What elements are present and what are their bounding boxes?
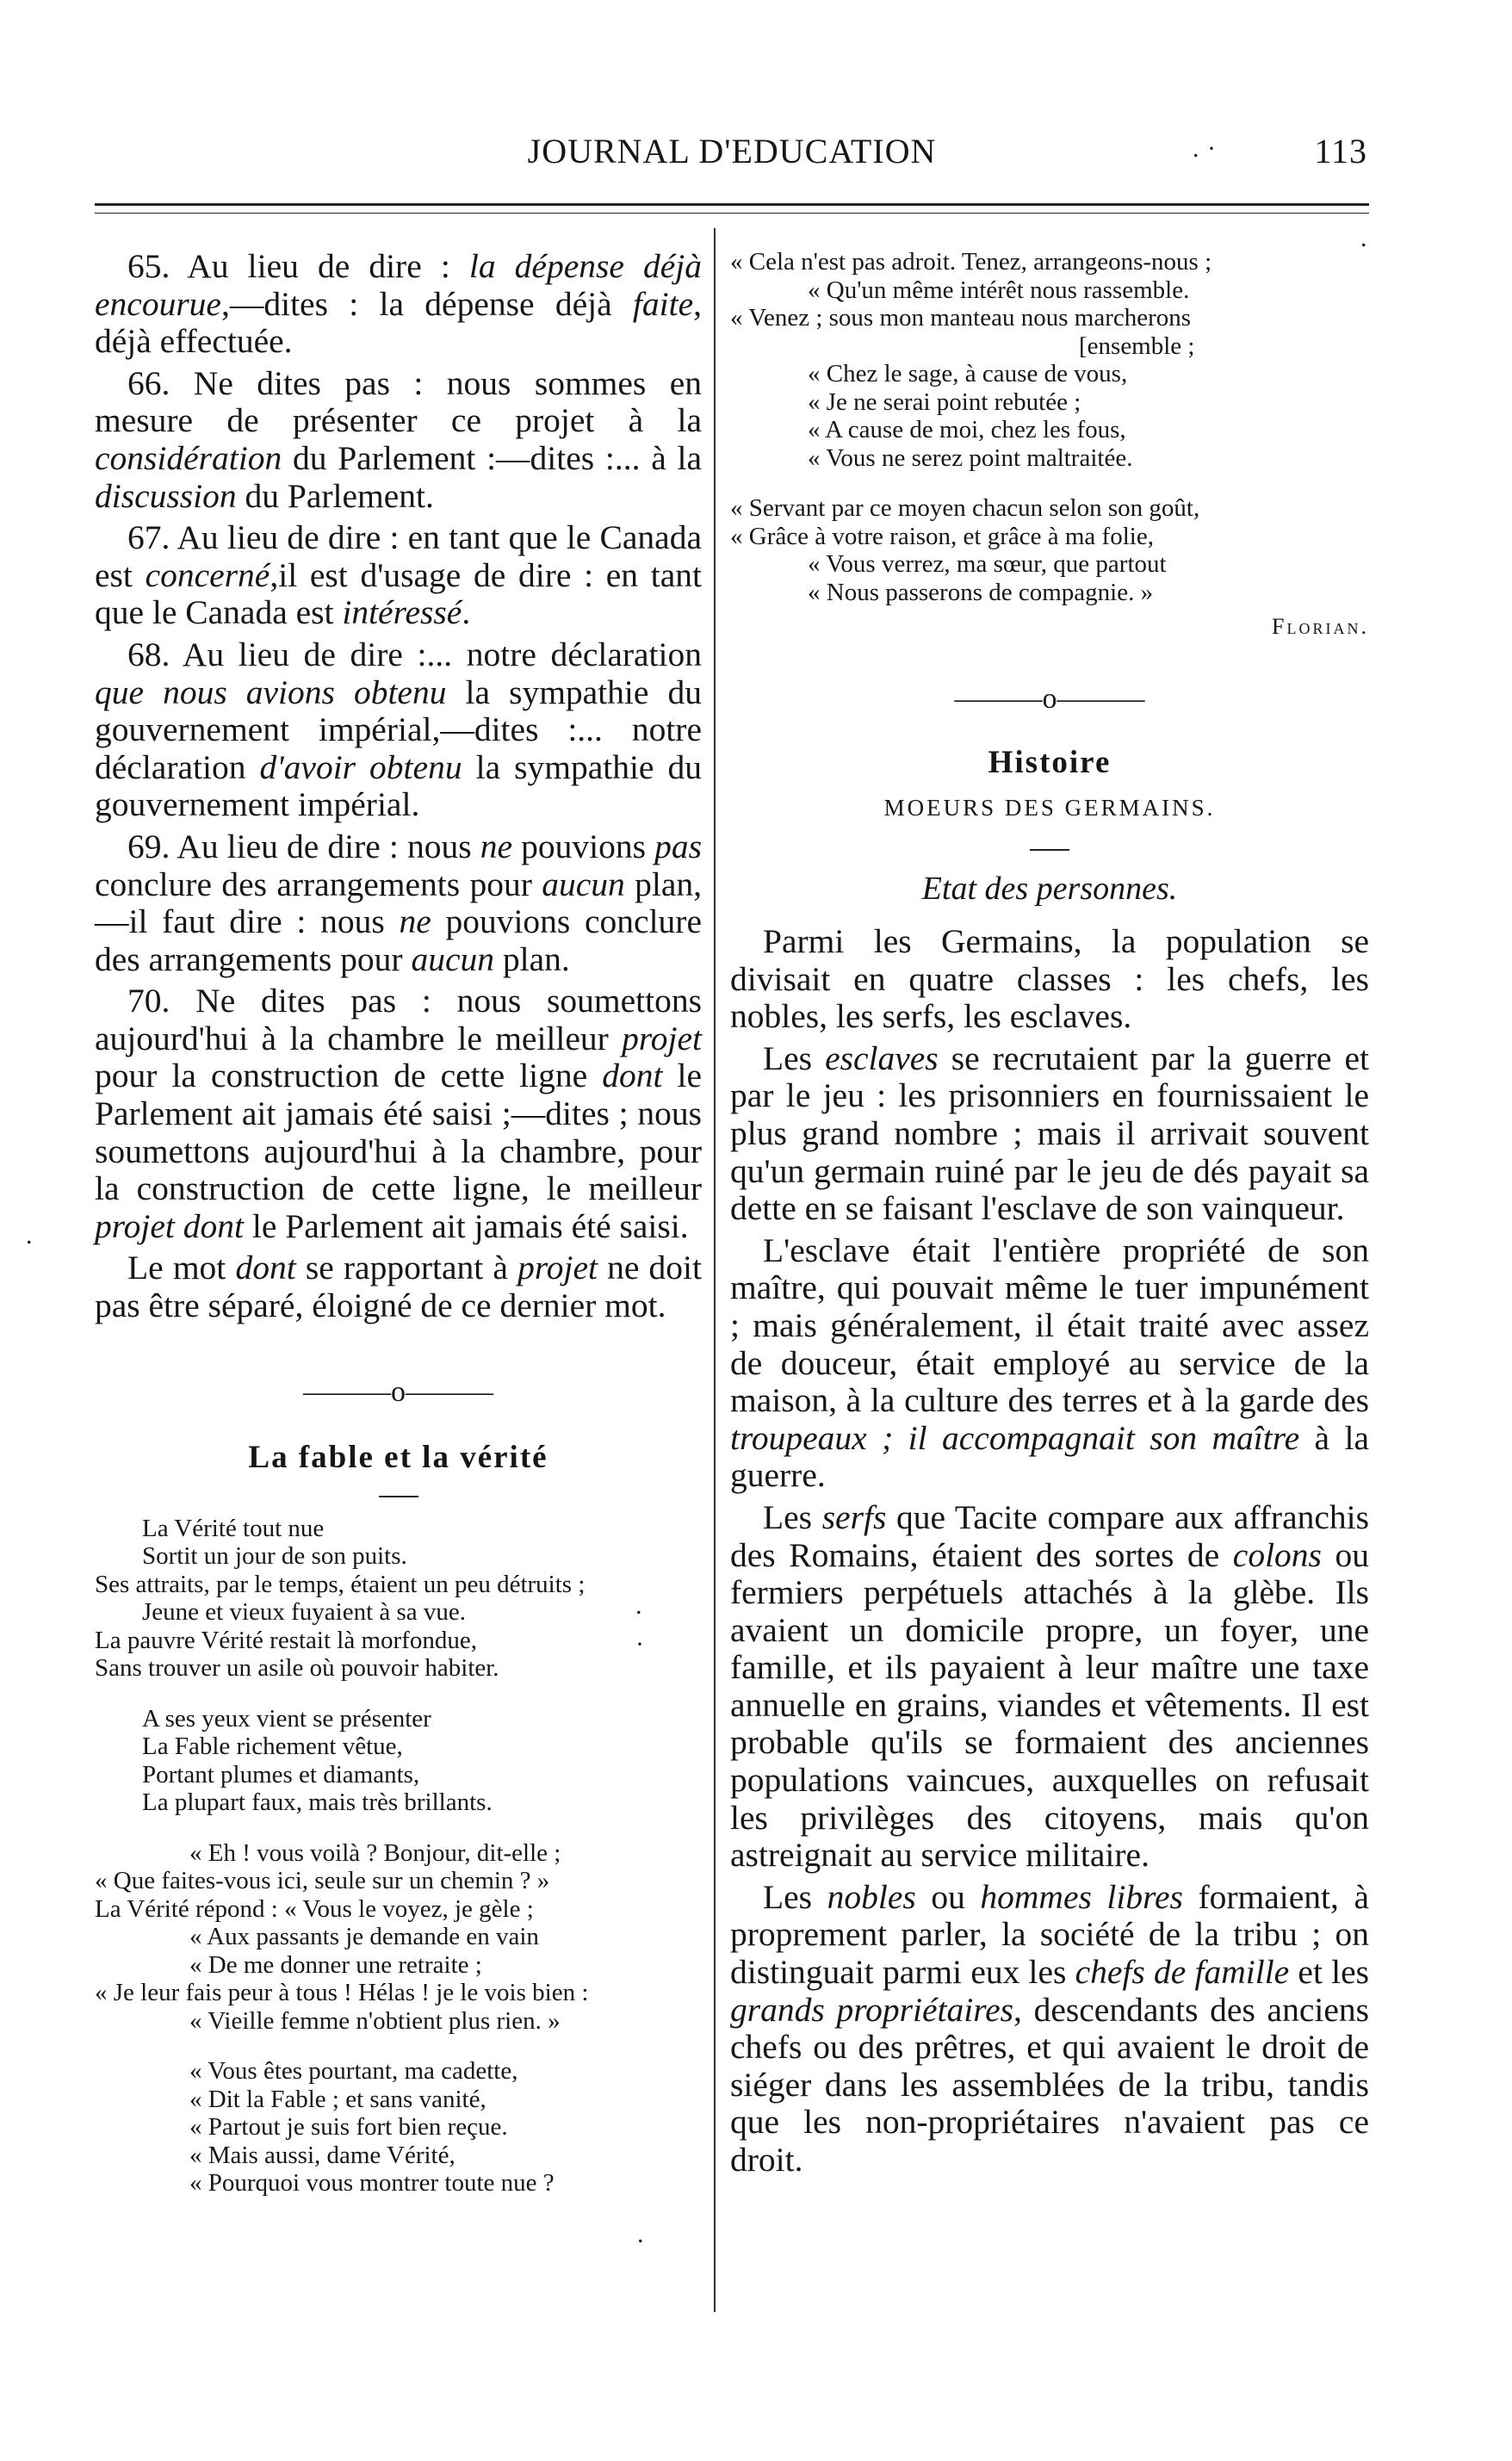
verse-line: « Dit la Fable ; et sans vanité, [189, 2085, 486, 2113]
history-paragraphs [730, 923, 1369, 2179]
history-paragraph: L'esclave était l'entière propriété de son maître, qui pouvait même le tuer impunément ; mais généralement, il était traité avec assez de douceur, était employé au service de la maison, à la culture des terres et à la garde des troupeaux ; il accompagnait son maître à la guerre. [730, 1230, 1369, 1495]
emphasis: grands propriétaires [730, 1990, 1014, 2029]
verse-line: La Fable richement vêtue, [142, 1733, 403, 1761]
section-ornament: ———o——— [303, 1375, 493, 1408]
verse-line: « A cause de moi, chez les fous, [808, 416, 1126, 443]
verse-line: « Servant par ce moyen chacun selon son goût, [730, 494, 1200, 522]
language-note: Le mot dont se rapportant à projet ne doit pas être séparé, éloigné de ce dernier mot. [95, 1249, 703, 1325]
verse-line: Sans trouver un asile où pouvoir habiter. [95, 1654, 499, 1683]
verse-line: Portant plumes et diamants, [142, 1760, 420, 1788]
emphasis: que nous avions obtenu [95, 673, 447, 711]
verse-line: « Cela n'est pas adroit. Tenez, arrangeons-nous ; [730, 248, 1212, 276]
language-note: 68. Au lieu de dire :... notre déclaration que nous avions obtenu la sympathie du gouvernement impérial,—dites :... notre déclaration d'avoir obtenu la sympathie du gouvernement impérial. [95, 635, 702, 824]
emphasis: projet [517, 1249, 598, 1287]
verse-line: Sortit un jour de son puits. [142, 1542, 407, 1571]
verse-line: [ensemble ; [1079, 332, 1195, 360]
verse-line: La Vérité tout nue [142, 1514, 325, 1542]
verse-line: « Partout je suis fort bien reçue. [189, 2113, 508, 2142]
language-note: 67. Au lieu de dire : en tant que le Canada est concerné,il est d'usage de dire : en tant que le Canada est intéressé. [95, 518, 702, 632]
verse-line: « Que faites-vous ici, seule sur un chemin ? » [95, 1867, 550, 1895]
fable-verses-continued [730, 248, 1369, 606]
emphasis: ne [399, 902, 431, 941]
emphasis: intéressé [342, 593, 462, 632]
verse-line: « Aux passants je demande en vain [189, 1923, 539, 1951]
running-head [95, 131, 1369, 183]
verse-line: « Qu'un même intérêt nous rassemble. [808, 276, 1190, 304]
emphasis: chefs de famille [1075, 1953, 1290, 1992]
verse-line: « Venez ; sous mon manteau nous marcherons [730, 304, 1192, 332]
header-mark: . · [1193, 134, 1217, 163]
fable-verses [95, 1515, 702, 2198]
emphasis: nobles [827, 1877, 916, 1916]
verse-line: « Pourquoi vous montrer toute nue ? [189, 2169, 555, 2198]
language-note: 66. Ne dites pas : nous sommes en mesure de présenter ce projet à la considération du Parlement :—dites :... à la discussion du Parlement. [95, 363, 702, 515]
stanza [95, 1515, 702, 1683]
emphasis: aucun [411, 939, 494, 978]
history-italic-heading: Etat des personnes. [921, 871, 1178, 907]
verse-line: Ses attraits, par le temps, étaient un peu détruits ; [95, 1570, 586, 1598]
stanza [730, 494, 1369, 606]
speck: . [635, 1591, 642, 1620]
emphasis: d'avoir obtenu [259, 747, 462, 786]
emphasis: serfs [821, 1497, 887, 1536]
language-note: 65. Au lieu de dire : la dépense déjà encourue,—dites : la dépense déjà faite, déjà effectuée. [95, 247, 702, 361]
verse-line: La Vérité répond : « Vous le voyez, je gèle ; [95, 1894, 534, 1923]
stanza [95, 1839, 702, 2036]
history-title: Histoire [988, 745, 1112, 780]
stanza [730, 248, 1369, 472]
history-subtitle: MOEURS DES GERMAINS. [883, 795, 1216, 821]
section-ornament: ———o——— [954, 683, 1145, 715]
history-paragraph: Les nobles ou hommes libres formaient, à proprement parler, la société de la tribu ; on distinguait parmi eux les chefs de famille et les grands propriétaires, descendants des anciens chefs ou des prêtres, et qui avaient le droit de siéger dans les assemblées de la tribu, tandis que les non-propriétaires n'avaient pas ce droit. [730, 1877, 1370, 2179]
speck: . [1360, 224, 1367, 252]
speck: · [635, 1630, 644, 1658]
language-note: 69. Au lieu de dire : nous ne pouvions pas conclure des arrangements pour aucun plan,—il faut dire : nous ne pouvions conclure des arrangements pour aucun plan. [95, 827, 702, 978]
emphasis: la dépense déjà encourue [95, 247, 702, 323]
emphasis: faite [632, 284, 694, 323]
emphasis: considération [95, 438, 282, 477]
fable-attribution: Florian. [1272, 614, 1369, 639]
emphasis: troupeaux ; il accompagnait son maître [730, 1418, 1300, 1457]
page-number: 113 [1314, 132, 1367, 170]
emphasis: aucun [542, 865, 625, 903]
language-note: 70. Ne dites pas : nous soumettons aujourd'hui à la chambre le meilleur projet pour la construction de cette ligne dont le Parlement ait jamais été saisi ;—dites ; nous soumettons aujourd'hui à la chambre, pour la construction de cette ligne, le meilleur projet dont le Parlement ait jamais été saisi. [95, 982, 702, 1245]
stanza [95, 2057, 702, 2198]
emphasis: dont [235, 1249, 296, 1287]
emphasis: concerné [145, 555, 270, 594]
verse-line: « Vieille femme n'obtient plus rien. » [189, 2006, 561, 2035]
verse-line: « Vous verrez, ma sœur, que partout [808, 550, 1167, 578]
verse-line: La plupart faux, mais très brillants. [142, 1788, 493, 1817]
emphasis: pas [654, 827, 702, 865]
verse-line: « Vous ne serez point maltraitée. [808, 443, 1133, 472]
column-divider [714, 228, 716, 2312]
verse-line: A ses yeux vient se présenter [142, 1704, 431, 1733]
history-paragraph: Les serfs que Tacite compare aux affranchis des Romains, étaient des sortes de colons ou fermiers perpétuels attachés à la glèbe. Ils avaient un domicile propre, un foyer, une famille, et ils payaient à leur maître une taxe annuelle en grains, viandes et vêtements. Il est probable qu'ils se formaient des anciennes populations vaincues, auxquelles on refusait les privilèges des citoyens, mais qu'on astreignait au service militaire. [730, 1497, 1369, 1875]
verse-line: « De me donner une retraite ; [189, 1950, 482, 1979]
right-column [730, 248, 1369, 2179]
language-notes [95, 248, 702, 1325]
verse-line: « Eh ! vous voilà ? Bonjour, dit-elle ; [189, 1838, 561, 1867]
speck: . [637, 2220, 644, 2248]
emphasis: discussion [95, 476, 237, 515]
verse-line: « Mais aussi, dame Vérité, [189, 2141, 455, 2169]
verse-line: La pauvre Vérité restait là morfondue, [95, 1626, 477, 1654]
emphasis: projet [622, 1019, 702, 1057]
fable-title: La fable et la vérité [248, 1439, 548, 1475]
verse-line: « Vous êtes pourtant, ma cadette, [189, 2057, 518, 2086]
emphasis: dont [602, 1057, 663, 1095]
history-paragraph: Parmi les Germains, la population se divisait en quatre classes : les chefs, les nobles, les serfs, les esclaves. [730, 922, 1369, 1036]
speck: . [26, 1221, 33, 1249]
verse-line: « Chez le sage, à cause de vous, [808, 360, 1128, 387]
stanza [95, 1705, 702, 1817]
verse-line: Jeune et vieux fuyaient à sa vue. [142, 1598, 467, 1627]
header-rule-thin [95, 213, 1369, 214]
verse-line: « Nous passerons de compagnie. » [808, 578, 1154, 606]
left-column [95, 248, 702, 2198]
emphasis: esclaves [825, 1038, 939, 1077]
emphasis: hommes libres [980, 1877, 1183, 1916]
running-title: JOURNAL D'EDUCATION [527, 132, 937, 170]
verse-line: « Je ne serai point rebutée ; [808, 387, 1081, 416]
verse-line: « Grâce à votre raison, et grâce à ma folie, [730, 522, 1154, 550]
header-rule [95, 203, 1369, 206]
verse-line: « Je leur fais peur à tous ! Hélas ! je le vois bien : [95, 1979, 589, 2007]
emphasis: colons [1232, 1535, 1322, 1574]
emphasis: ne [480, 827, 513, 865]
emphasis: projet dont [95, 1206, 244, 1245]
history-paragraph: Les esclaves se recrutaient par la guerre et par le jeu : les prisonniers en fournissaient le plus grand nombre ; mais il arrivait souvent qu'un germain ruiné par le jeu de dés payait sa dette en se faisant l'esclave de son vainqueur. [730, 1038, 1369, 1228]
